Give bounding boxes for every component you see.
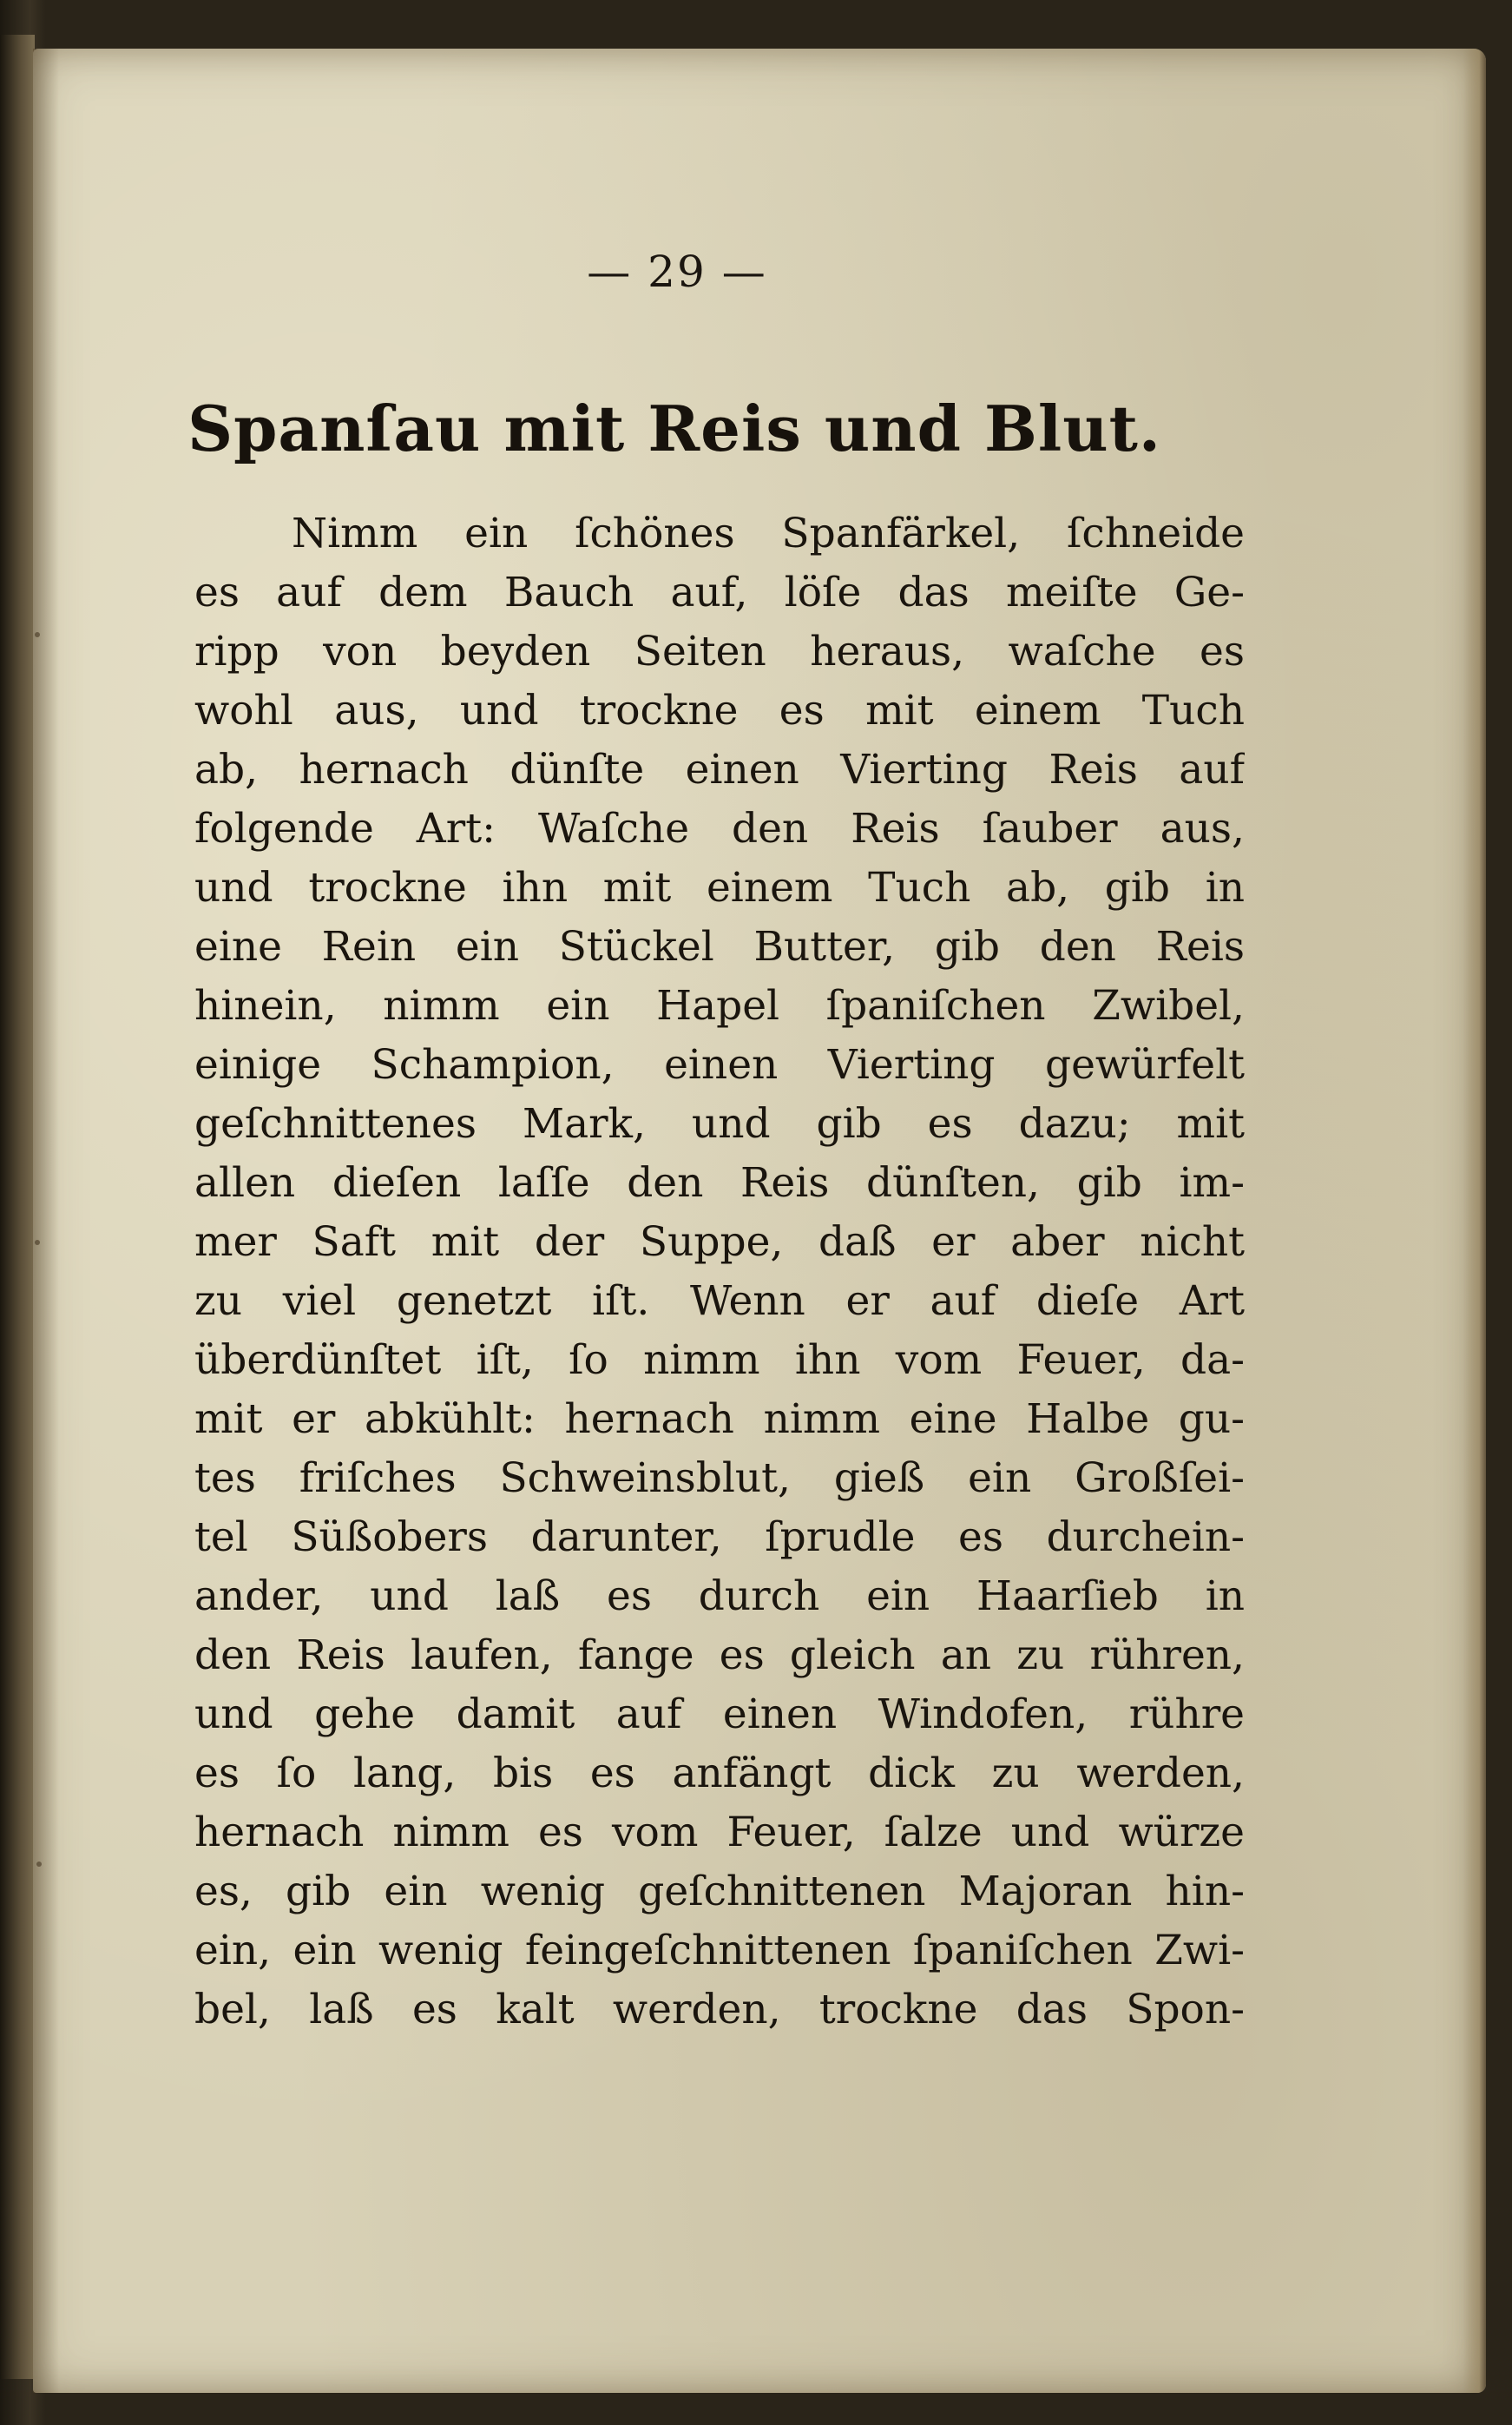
page-number — [33, 247, 1486, 297]
text-line: und gehe damit auf einen Windofen, rühre — [194, 1690, 1245, 1738]
text-line: tel Süßobers darunter, ſprudle es durchein- — [194, 1513, 1245, 1561]
ink-speck — [35, 632, 40, 637]
text-line: es ſo lang, bis es anfängt dick zu werden, — [194, 1750, 1245, 1797]
page-number-text: — 29 — — [587, 247, 767, 297]
text-line: es auf dem Bauch auf, löſe das meiſte Ge- — [194, 569, 1245, 616]
text-line: und trockne ihn mit einem Tuch ab, gib in — [194, 864, 1245, 912]
ink-speck — [36, 1862, 42, 1867]
recipe-title-text: Spanſau mit Reis und Blut. — [187, 392, 1161, 465]
text-line: geſchnittenes Mark, und gib es dazu; mit — [194, 1100, 1245, 1148]
text-line: mer Saft mit der Suppe, daß er aber nicht — [194, 1218, 1245, 1266]
text-line: ab, hernach dünſte einen Vierting Reis auf — [194, 746, 1245, 794]
text-line: tes friſches Schweinsblut, gieß ein Großſei- — [194, 1454, 1245, 1502]
text-line: einige Schampion, einen Vierting gewürfelt — [194, 1041, 1245, 1089]
text-line: eine Rein ein Stückel Butter, gib den Reis — [194, 923, 1245, 971]
text-line: allen dieſen laſſe den Reis dünſten, gib im- — [194, 1159, 1245, 1207]
text-line: überdünſtet iſt, ſo nimm ihn vom Feuer, da- — [194, 1336, 1245, 1384]
text-line: ein, ein wenig feingeſchnittenen ſpaniſchen Zwi- — [194, 1927, 1245, 1974]
text-line: hinein, nimm ein Hapel ſpaniſchen Zwibel, — [194, 982, 1245, 1030]
text-line: zu viel genetzt iſt. Wenn er auf dieſe Art — [194, 1277, 1245, 1325]
book-page — [33, 49, 1486, 2393]
text-line: den Reis laufen, fange es gleich an zu rühren, — [194, 1631, 1245, 1679]
text-line: bel, laß es kalt werden, trockne das Spon- — [194, 1986, 1245, 2033]
text-line: mit er abkühlt: hernach nimm eine Halbe gu- — [194, 1395, 1245, 1443]
text-line: ripp von beyden Seiten heraus, waſche es — [194, 628, 1245, 675]
ink-speck — [35, 1240, 40, 1245]
facing-page-edge — [0, 35, 35, 2379]
text-line: Nimm ein ſchönes Spanfärkel, ſchneide — [292, 510, 1245, 557]
recipe-body — [194, 504, 1245, 2040]
text-line: wohl aus, und trockne es mit einem Tuch — [194, 687, 1245, 735]
text-line: hernach nimm es vom Feuer, ſalze und würze — [194, 1809, 1245, 1856]
text-line: folgende Art: Waſche den Reis ſauber aus, — [194, 805, 1245, 853]
recipe-title — [33, 392, 1486, 465]
text-line: es, gib ein wenig geſchnittenen Majoran hin- — [194, 1868, 1245, 1915]
text-line: ander, und laß es durch ein Haarſieb in — [194, 1572, 1245, 1620]
